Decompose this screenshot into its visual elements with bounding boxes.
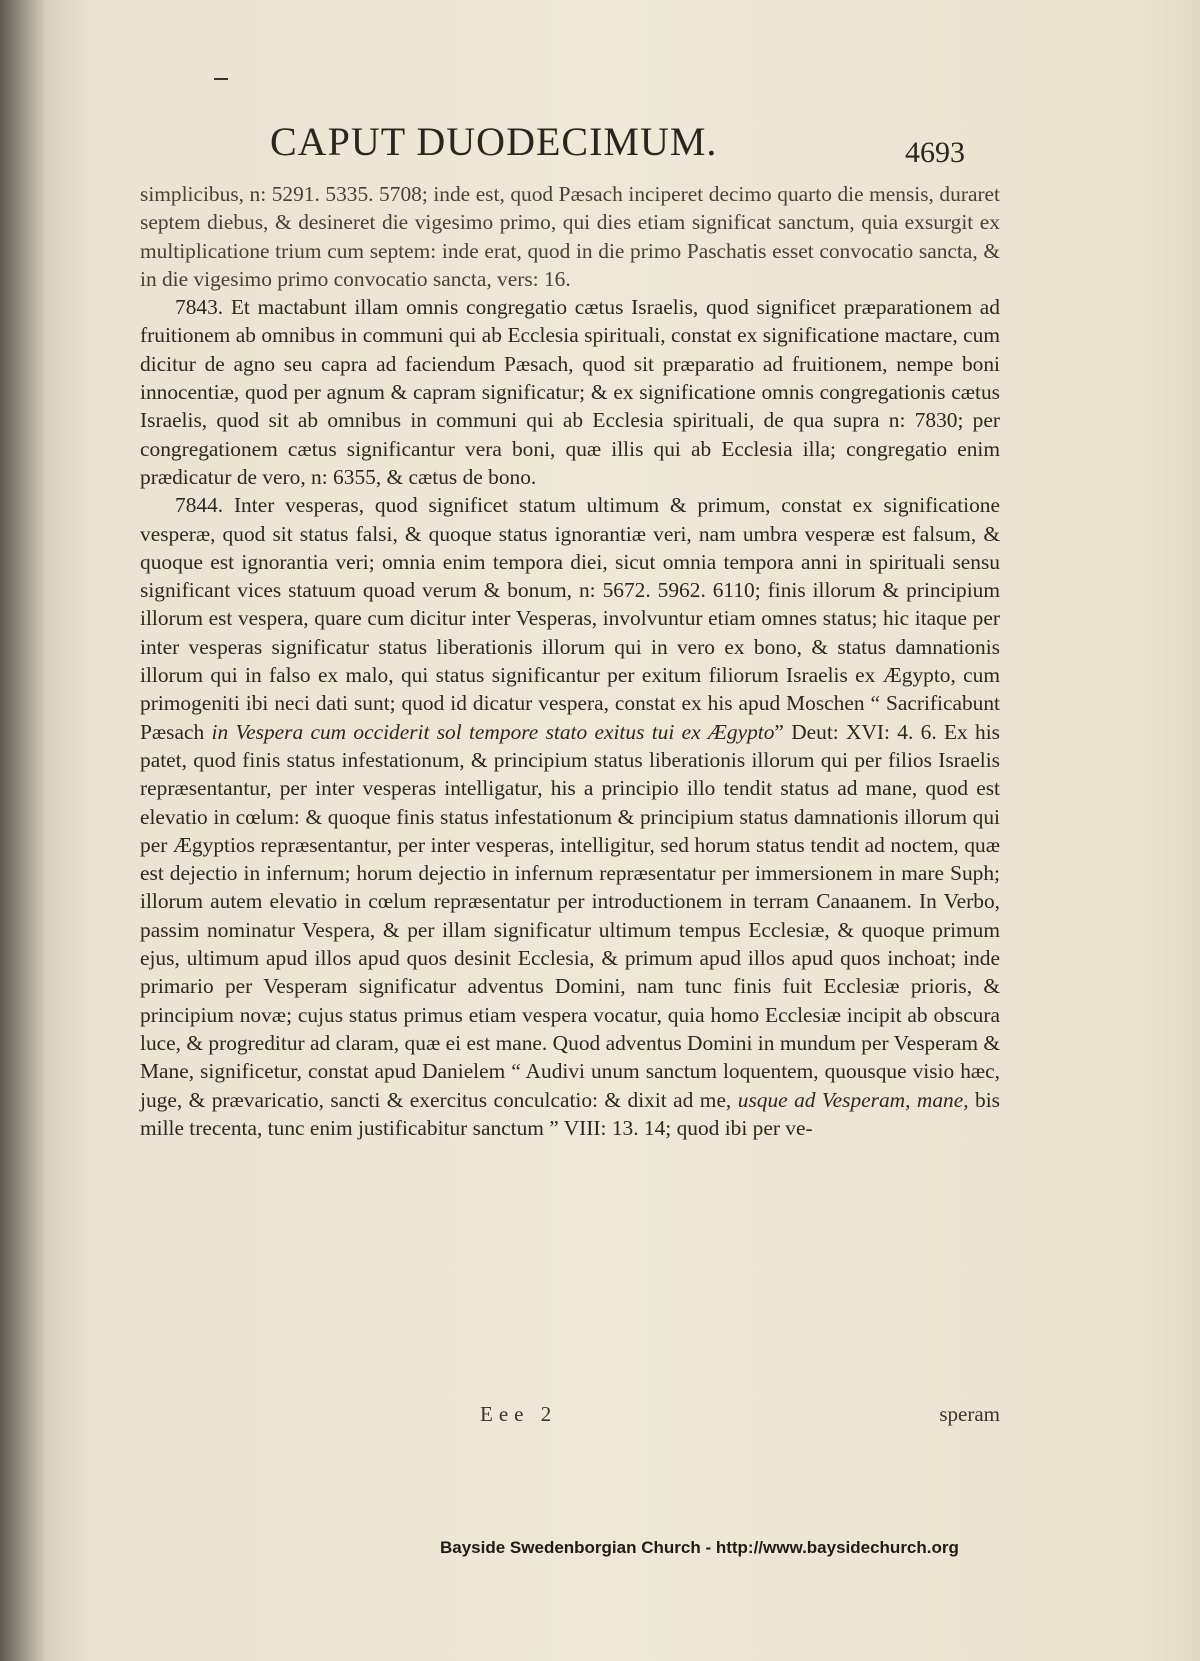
paragraph-text: bis mille trecenta, tunc enim justificabitur sanctum ” VIII: 13. 14; quod ibi per ve-: [140, 1087, 1000, 1140]
paragraph-text: ” Deut: XVI: 4. 6. Ex his patet, quod finis status infestationum, & principium status liberationis illorum qui per filios Israelis repræsentantur, per inter vesperas intelligatur, his a principio illo tendit status ad mane, quod est elevatio in cœlum: & quoque finis status infestationum & principium status damnationis illorum qui per Ægyptios repræsentantur, per inter vesperas, intelligitur, sed horum status tendit ad noctem, quæ est dejectio in infernum; horum dejectio in infernum repræsentatur per immersionem in mare Suph; illorum autem elevatio in cœlum repræsentatur per introductionem in terram Canaanem. In Verbo, passim nominatur Vespera, & per illam significatur ultimum tempus Ecclesiæ, & quoque primum ejus, ultimum apud illos apud quos desinit Ecclesia, & primum apud illos apud quos inchoat; inde primario per Vesperam significatur adventus Domini, nam tunc finis fuit Ecclesiæ prioris, & principium novæ; cujus status primus etiam vespera vocatur, quia homo Ecclesiæ incipit ab obscura luce, & progreditur ad claram, quæ ei est mane. Quod adventus Domini in mundum per Vesperam & Mane, significetur, constat apud Danielem “ Audivi unum sanctum loquentem, quousque visio hæc, juge, & prævaricatio, sancti & exercitus conculcatio: & dixit ad me,: [140, 719, 1000, 1112]
paragraph-number: 7843.: [175, 295, 224, 320]
page-footer: [140, 1402, 1000, 1434]
catchword: speram: [939, 1402, 1000, 1426]
page-number: 4693: [905, 136, 965, 169]
watermark-credit: Bayside Swedenborgian Church - http://www.baysidechurch.org: [440, 1538, 959, 1557]
paragraph-number: 7844.: [175, 493, 224, 518]
paragraph-7844: [140, 491, 1000, 1142]
paragraph-text: Et mactabunt illam omnis congregatio cætus Israelis, quod significet præparationem ad fruitionem ab omnibus in communi qui ab Ecclesia spirituali, constat ex significatione mactare, cum dicitur de agno seu capra ad faciendum Pæsach, quod sit præparatio ad fruitionem, nempe boni innocentiæ, quod per agnum & capram significatur; & ex significatione omnis congregationis cætus Israelis, quod sit ab omnibus in communi qui ab Ecclesia spirituali, de qua supra n: 7830; per congregationem cætus significantur vera boni, quæ illis qui ab Ecclesia illa; congregatio enim prædicatur de vero, n: 6355, & cætus de bono.: [140, 295, 1000, 489]
signature-mark: Eee 2: [480, 1402, 558, 1426]
italic-quotation: in Vespera cum occiderit sol tempore stato exitus tui ex Ægypto: [211, 719, 775, 744]
running-head: CAPUT DUODECIMUM.: [270, 119, 718, 164]
paragraph-text: Inter vesperas, quod significet statum ultimum & primum, constat ex significatione vesperæ, quod sit status falsi, & quoque status ignorantiæ veri, nam umbra vesperæ est falsum, & quoque est ignorantia veri; omnia enim tempora diei, sicut omnia tempora anni in spirituali sensu significant vices statuum quoad verum & bonum, n: 5672. 5962. 6110; finis illorum & principium illorum est vespera, quare cum dicitur inter Vesperas, involvuntur etiam omnes status; hic itaque per inter vesperas significatur status liberationis illorum qui in vero ex bono, & status damnationis illorum qui in falso ex malo, qui status significantur per exitum filiorum Israelis ex Ægypto, cum primogeniti ibi neci dati sunt; quod id dicatur vespera, constat ex his apud Moschen “ Sacrificabunt Pæsach: [140, 493, 1000, 744]
body-text: [140, 180, 1000, 1142]
page-mark: [214, 78, 228, 80]
italic-quotation: usque ad Vesperam, mane,: [737, 1087, 969, 1112]
paragraph-7843: [140, 293, 1000, 491]
continued-paragraph: simplicibus, n: 5291. 5335. 5708; inde est, quod Pæsach inciperet decimo quarto die mensis, duraret septem diebus, & desineret die vigesimo primo, qui dies etiam significat sanctum, quia exsurgit ex multiplicatione trium cum septem: inde erat, quod in die primo Paschatis esset convocatio sancta, & in die vigesimo primo convocatio sancta, vers: 16.: [140, 182, 1000, 291]
